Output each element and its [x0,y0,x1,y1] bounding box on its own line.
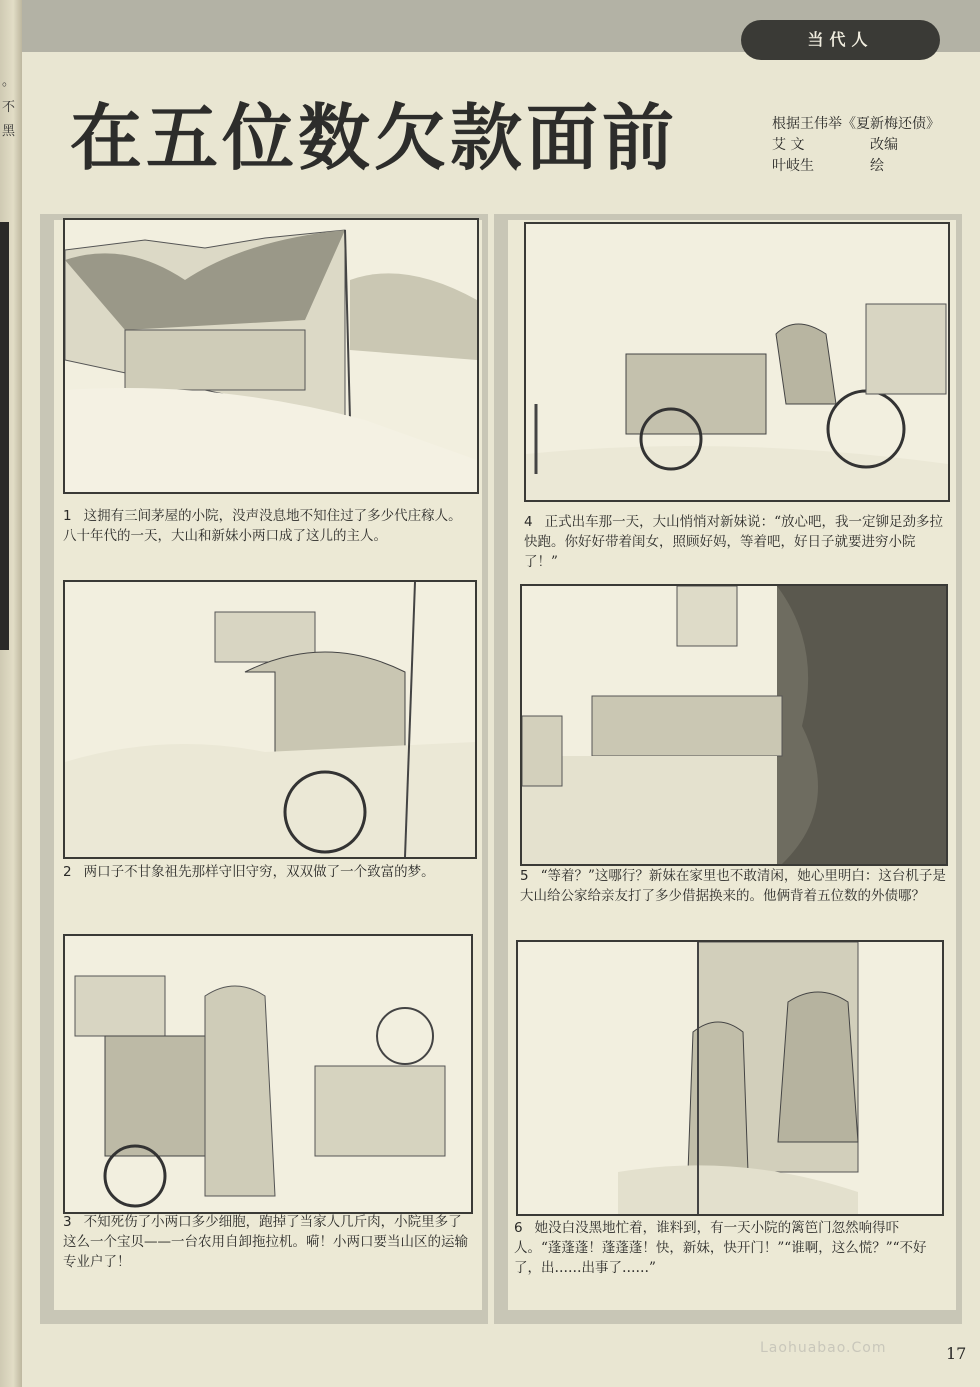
caption-text: 正式出车那一天，大山悄悄对新妹说：“放心吧，我一定铆足劲多拉快跑。你好好带着闺女，照顾好妈，等着吧，好日子就要进穷小院了！” [524,514,943,570]
panel-1-illustration [63,218,479,494]
spine-dark-strip [0,222,9,650]
spine-char: 黑 [2,124,16,139]
panel-3-caption [63,1212,475,1272]
credit-name: 根据王伟举《夏新梅还债》 [772,116,940,132]
spine-char: 不 [2,100,16,115]
panel-2-illustration [63,580,477,859]
caption-text: 这拥有三间茅屋的小院，没声没息地不知住过了多少代庄稼人。八十年代的一天，大山和新妹小两口成了这儿的主人。 [63,508,462,544]
caption-number: 2 [63,864,72,880]
book-spine [0,0,22,1387]
panel-3-illustration [63,934,473,1214]
credit-role: 绘 [870,158,884,174]
page-title: 在五位数欠款面前 [70,96,679,180]
caption-number: 4 [524,514,533,530]
panel-4-illustration [524,222,950,502]
caption-number: 1 [63,508,72,524]
watermark: Laohuabao.Com [760,1340,887,1356]
credit-illustrator [772,156,977,177]
panel-1-caption [63,506,475,546]
spine-char: 。 [2,74,16,89]
caption-number: 5 [520,868,529,884]
panel-5-caption [520,866,946,906]
credit-role: 改编 [870,137,898,153]
credit-adapter [772,135,977,156]
caption-text: 她没白没黑地忙着，谁料到，有一天小院的篱笆门忽然响得吓人。“蓬蓬蓬！蓬蓬蓬！快，新妹，快开门！”“谁啊，这么慌？”“不好了，出……出事了……” [514,1220,927,1276]
panel-4-caption [524,512,948,572]
caption-text: “等着？”这哪行？新妹在家里也不敢清闲，她心里明白：这台机子是大山给公家给亲友打了多少借据换来的。他俩背着五位数的外债哪？ [520,868,946,904]
caption-text: 不知死伤了小两口多少细胞，跑掉了当家人几斤肉，小院里多了这么一个宝贝——一台农用自卸拖拉机。嗬！小两口要当山区的运输专业户了！ [63,1214,468,1270]
credit-source [772,114,977,135]
caption-number: 6 [514,1220,523,1236]
panel-2-caption [63,862,475,882]
credit-name: 叶岐生 [772,158,814,174]
caption-text: 两口子不甘象祖先那样守旧守穷，双双做了一个致富的梦。 [83,864,435,880]
panel-6-illustration [516,940,944,1216]
caption-number: 3 [63,1214,72,1230]
panel-6-caption [514,1218,946,1278]
page-number: 17 [946,1344,967,1363]
credit-name: 艾 文 [772,137,805,153]
panel-5-illustration [520,584,948,866]
section-tag: 当代人 [741,20,940,60]
credits [772,114,977,177]
